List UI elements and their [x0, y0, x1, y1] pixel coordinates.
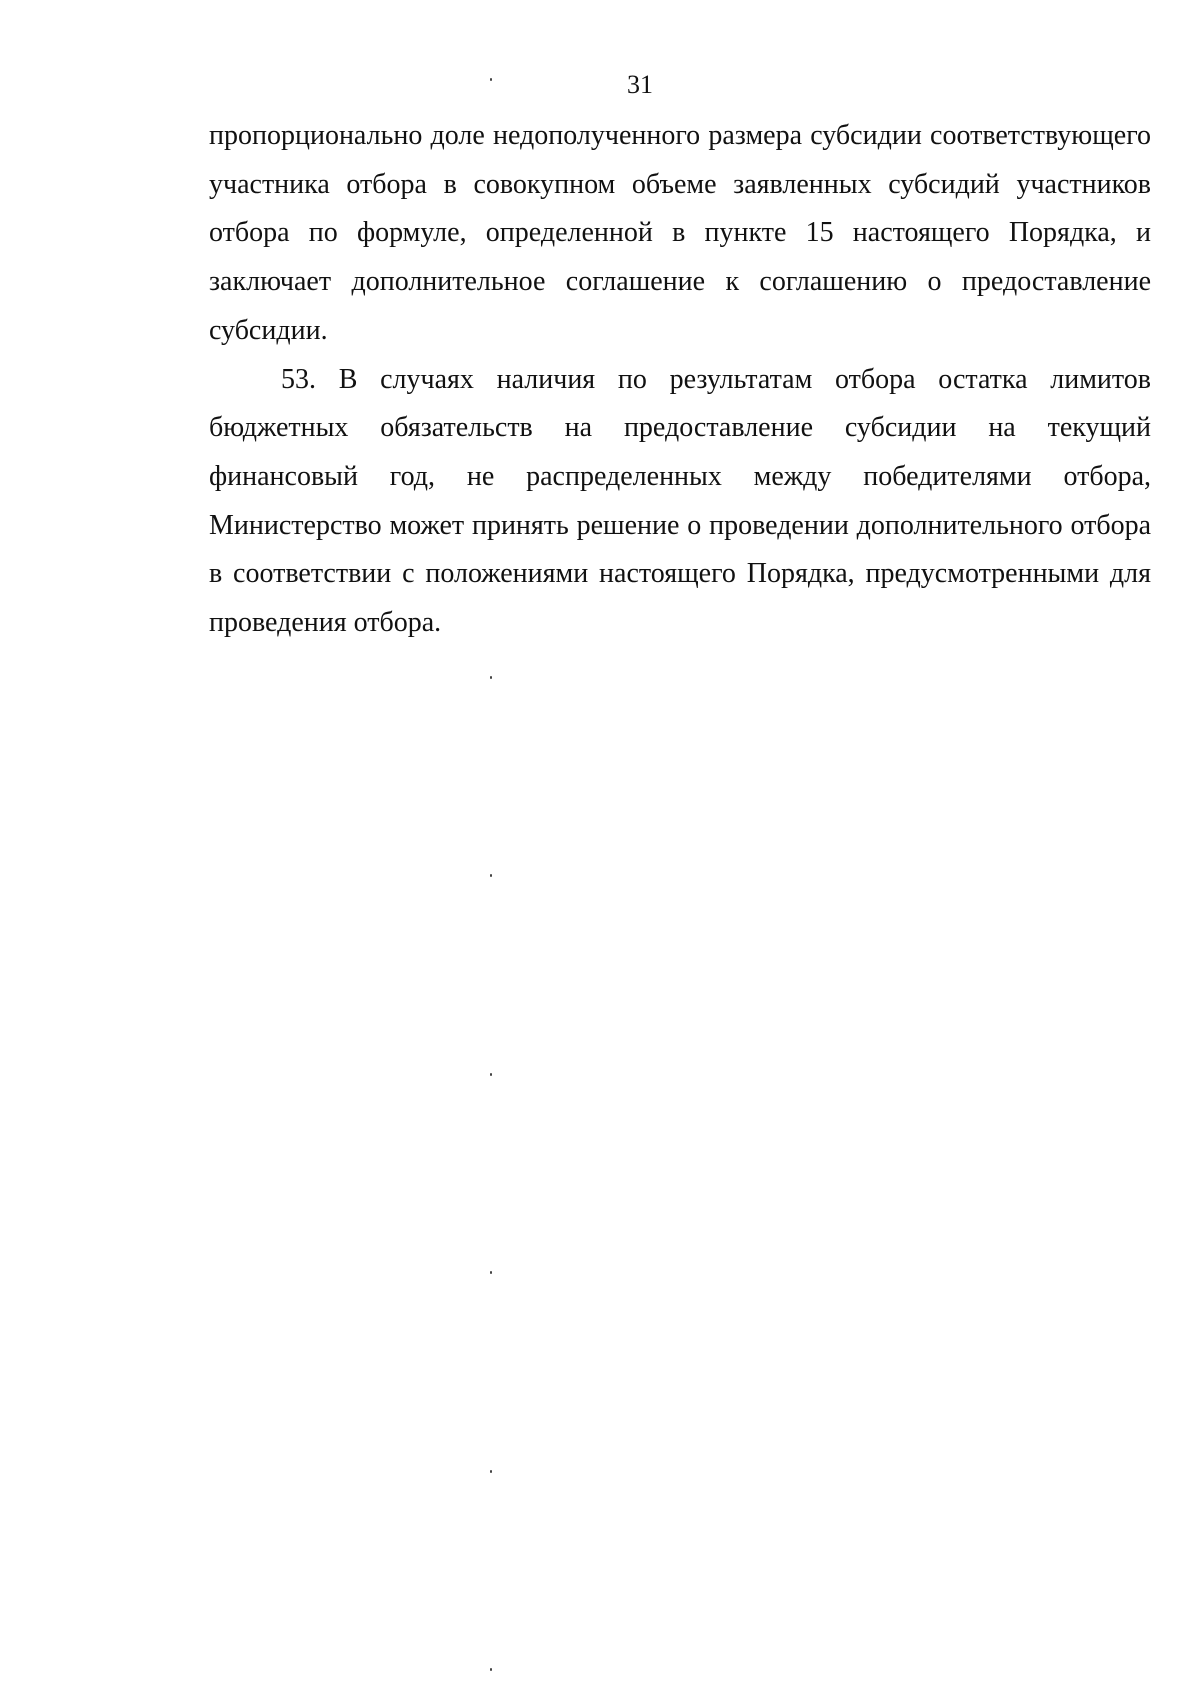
scan-speck [490, 1271, 492, 1274]
paragraph-continuation: пропорционально доле недополученного размера субсидии соответствующего участника отбора в совокупном объеме заявленных субсидий участников отбора по формуле, определенной в пункте 15 настоящего Порядка, и заключает дополнительное соглашение к соглашению о предоставление субсидии. [209, 120, 1151, 346]
document-body [209, 112, 1151, 648]
scan-speck [490, 1668, 492, 1671]
scan-speck [490, 1073, 492, 1076]
paragraph-item-53: 53. В случаях наличия по результатам отбора остатка лимитов бюджетных обязательств на предоставление субсидии на текущий финансовый год, не распределенных между победителями отбора, Министерство может принять решение о проведении дополнительного отбора в соответствии с положениями настоящего Порядка, предусмотренными для проведения отбора. [209, 363, 1151, 639]
scan-speck [490, 78, 492, 81]
page-number: 31 [627, 70, 653, 99]
scan-speck [490, 1470, 492, 1473]
scan-speck [490, 874, 492, 877]
scan-speck [490, 676, 492, 679]
